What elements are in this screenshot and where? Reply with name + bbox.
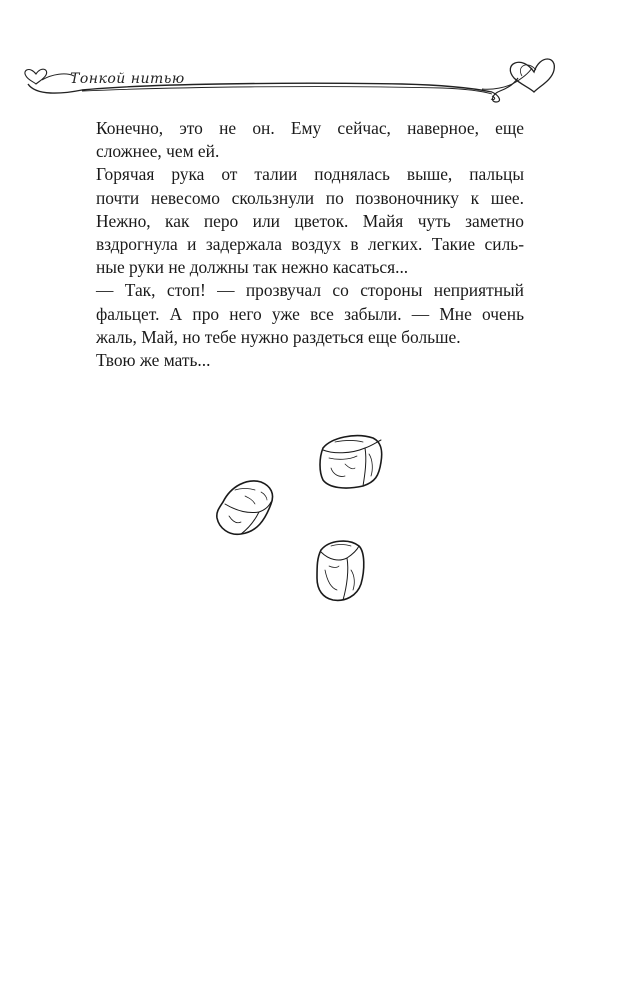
text-line: Конечно, это не он. Ему сейчас, наверное, еще — [96, 118, 524, 138]
ice-cubes-icon — [205, 420, 395, 620]
text-line: жаль, Май, но тебе нужно раздеться еще больше. — [96, 326, 461, 347]
text-line: Нежно, как перо или цветок. Майя чуть заметно — [96, 210, 524, 231]
running-header — [22, 44, 582, 114]
text-line: Горячая рука от талии поднялась выше, пальцы — [96, 164, 524, 185]
text-line: ные руки не должны так нежно касаться... — [96, 257, 409, 278]
header-title: Тонкой нитью — [70, 71, 185, 87]
text-line: сложнее, чем ей. — [96, 141, 220, 162]
text-line: — Так, стоп! — прозвучал со стороны неприятный — [96, 280, 524, 301]
text-line: фальцет. А про него уже все забыли. — Мне очень — [96, 303, 524, 324]
text-line: вздрогнула и задержала воздух в легких. Такие силь- — [96, 233, 524, 254]
ice-cubes-illustration — [205, 420, 395, 620]
text-line: почти невесомо скользнули по позвоночнику к шее. — [96, 187, 524, 208]
body-text — [96, 117, 524, 372]
text-line: Твою же мать... — [96, 349, 211, 370]
